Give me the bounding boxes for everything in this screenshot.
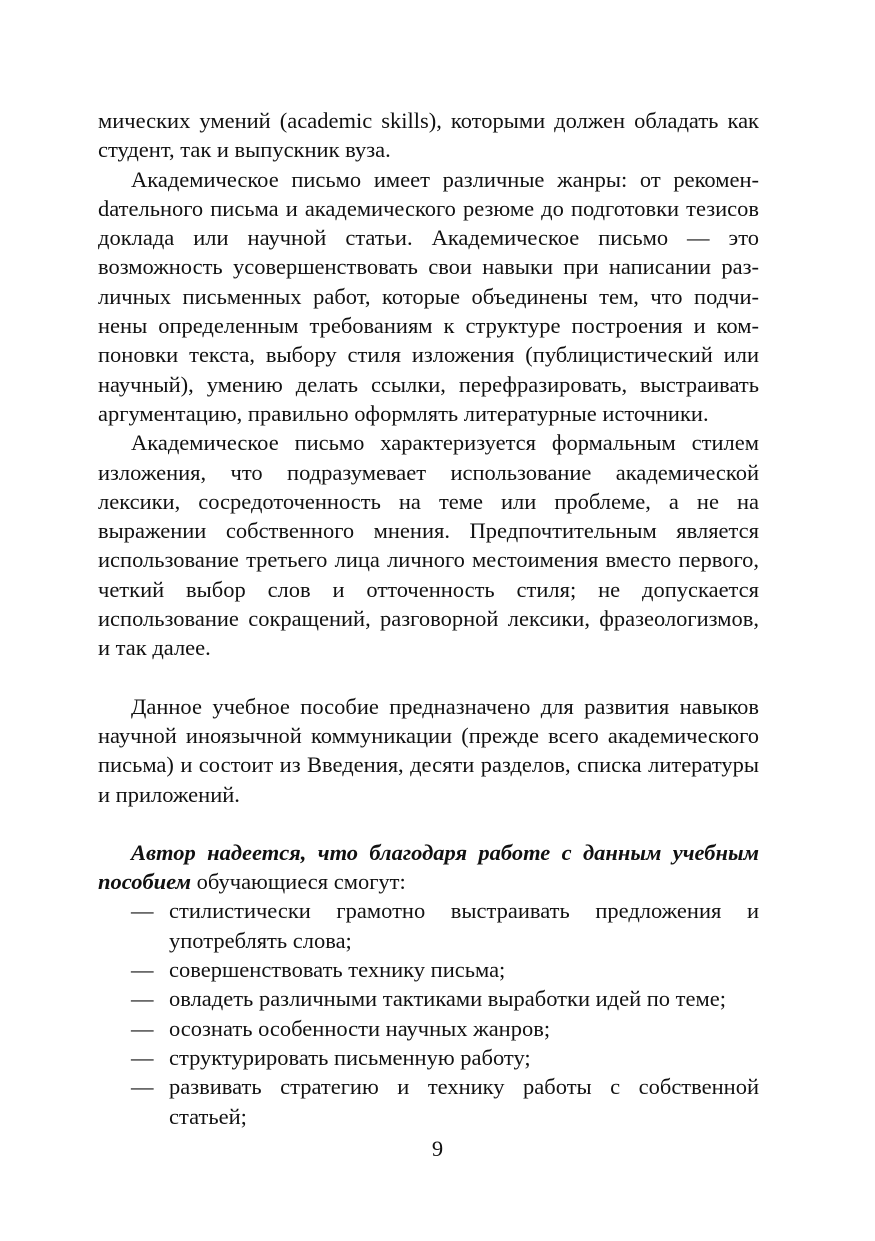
dash-marker: — <box>131 986 154 1012</box>
list-item-text: осознать особенности научных жанров; <box>169 1015 551 1041</box>
goals-intro-emphasis: Автор надеется, что благодаря работе с данным учебным пособием <box>98 839 759 895</box>
paragraph-purpose: Данное учебное пособие предназначено для развития навыков научной иноязычной коммуникации (прежде всего академического письма) и состоит из Введения, десяти разделов, списка литературы и приложений. <box>98 693 759 807</box>
list-item-text: стилистически грамотно выстраивать предложения и употреблять слова; <box>169 898 759 953</box>
page-number: 9 <box>431 1136 444 1161</box>
list-item <box>98 1043 759 1072</box>
list-item-text: совершенствовать технику письма; <box>169 957 506 983</box>
dash-marker: — <box>131 1074 154 1100</box>
list-item-text: развивать стратегию и технику работы с собственной статьей; <box>169 1074 759 1129</box>
goals-list <box>98 896 759 1130</box>
paragraph-continuation: мических умений (academic skills), которыми должен обладать как студент, так и выпускник вуза. <box>98 108 759 163</box>
paragraph-genres: Академическое письмо имеет различные жанры: от рекоменdательного письма и академического резюме до подготовки тезисов доклада или научной статьи. Академическое письмо — это возможность усовершенствовать свои навыки при написании различных письменных работ, которые объединены тем, что подчинены определенным требованиям к структуре построения и компоновки текста, выбору стиля изложения (публицистический или научный), умению делать ссылки, перефразировать, выстраивать аргументацию, правильно оформлять литературные источники. <box>98 166 759 426</box>
page-body <box>98 106 759 1131</box>
goals-intro <box>98 838 759 897</box>
list-item-text: овладеть различными тактиками выработки идей по теме; <box>169 986 726 1012</box>
paragraph-style: Академическое письмо характеризуется формальным стилем изложения, что подразумевает использование академической лексики, сосредоточенность на теме или проблеме, а не на выражении собственного мнения. Предпочтительным является использование третьего лица личного местоимения вместо первого, четкий выбор слов и отточенность стиля; не допускается использование сокращений, разговорной лексики, фразеологизмов, и так далее. <box>98 430 759 661</box>
list-item <box>98 1072 759 1131</box>
dash-marker: — <box>131 1015 154 1041</box>
list-item <box>98 1014 759 1043</box>
dash-marker: — <box>131 898 154 924</box>
list-item-text: структурировать письменную работу; <box>169 1044 531 1070</box>
dash-marker: — <box>131 1044 154 1070</box>
list-item <box>98 896 759 955</box>
list-item <box>98 955 759 984</box>
list-item <box>98 984 759 1013</box>
dash-marker: — <box>131 957 154 983</box>
goals-intro-rest: обучающиеся смогут: <box>191 869 406 895</box>
